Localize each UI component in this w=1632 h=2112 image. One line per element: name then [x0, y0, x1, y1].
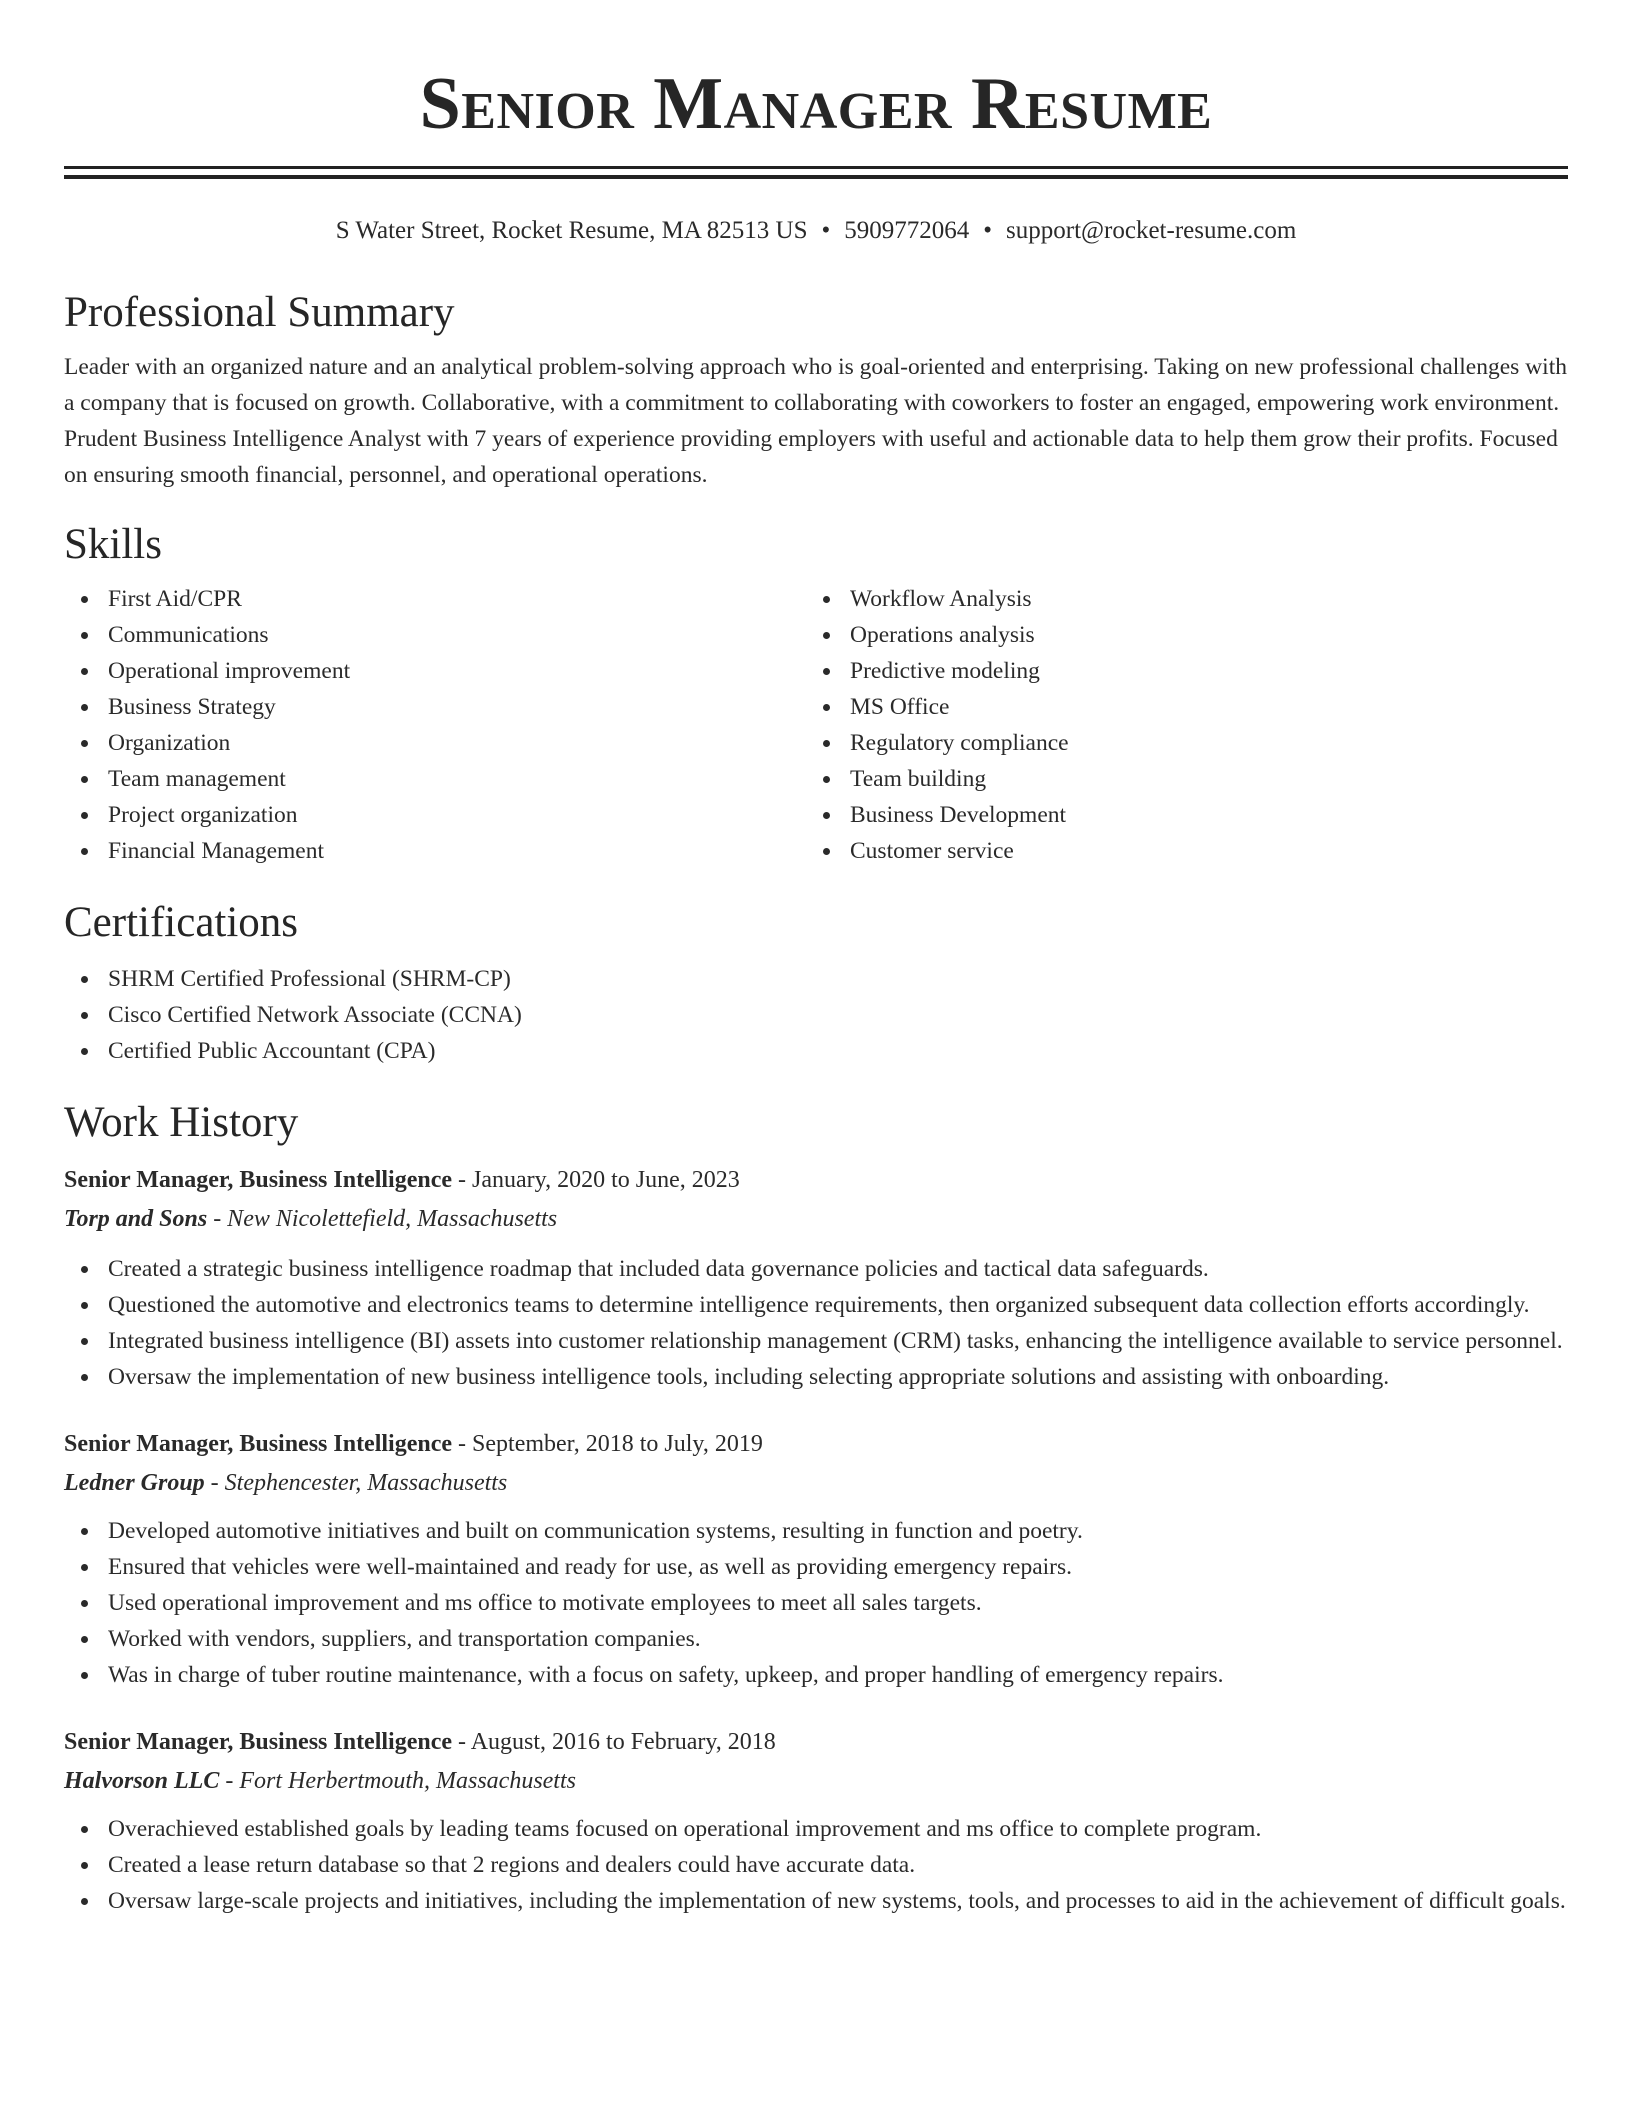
job-title-line [64, 1161, 1568, 1199]
skill-item: Business Development [806, 797, 1548, 833]
skills-list-left [64, 581, 806, 869]
skills-heading: Skills [64, 521, 162, 568]
job-entry [64, 1723, 1568, 1919]
job-bullet: Used operational improvement and ms office to motivate employees to meet all sales targets. [64, 1585, 1568, 1621]
job-entry [64, 1161, 1568, 1395]
company-location: - Stephencester, Massachusetts [204, 1470, 508, 1496]
job-bullet: Oversaw the implementation of new business intelligence tools, including selecting appropriate solutions and assisting with onboarding. [64, 1359, 1568, 1395]
skills-list-right [806, 581, 1548, 869]
job-title: Senior Manager, Business Intelligence [64, 1167, 453, 1193]
skill-item: Communications [64, 617, 806, 653]
job-bullet: Was in charge of tuber routine maintenance, with a focus on safety, upkeep, and proper handling of emergency repairs. [64, 1657, 1568, 1693]
contact-phone: 5909772064 [844, 217, 970, 244]
contact-separator: • [821, 217, 831, 244]
resume-page [64, 0, 1568, 1919]
certification-item: SHRM Certified Professional (SHRM-CP) [64, 961, 1568, 997]
skill-item: Regulatory compliance [806, 725, 1548, 761]
job-bullet: Worked with vendors, suppliers, and transportation companies. [64, 1621, 1568, 1657]
job-bullets [64, 1513, 1568, 1693]
skill-item: MS Office [806, 689, 1548, 725]
job-bullet: Questioned the automotive and electronics teams to determine intelligence requirements, then organized subsequent data collection efforts accordingly. [64, 1287, 1568, 1323]
summary-text: Leader with an organized nature and an analytical problem-solving approach who is goal-oriented and enterprising. Taking on new professional challenges with a company that is focused on growth. Collaborative, with a commitment to collaborating with coworkers to foster an engaged, empowering work environment. Prudent Business Intelligence Analyst with 7 years of experience providing employers with useful and actionable data to help them grow their profits. Focused on ensuring smooth financial, personnel, and operational operations. [64, 354, 1567, 488]
job-bullet: Integrated business intelligence (BI) assets into customer relationship management (CRM) tasks, enhancing the intelligence available to service personnel. [64, 1323, 1568, 1359]
job-dates: - August, 2016 to February, 2018 [452, 1729, 776, 1755]
contact-line [64, 215, 1568, 247]
company-location: - New Nicolettefield, Massachusetts [207, 1206, 558, 1232]
job-bullet: Oversaw large-scale projects and initiatives, including the implementation of new systems, tools, and processes to aid in the achievement of difficult goals. [64, 1883, 1568, 1919]
company-name: Torp and Sons [64, 1206, 208, 1232]
job-title: Senior Manager, Business Intelligence [64, 1431, 453, 1457]
job-bullet: Created a lease return database so that 2 regions and dealers could have accurate data. [64, 1847, 1568, 1883]
skill-item: Operations analysis [806, 617, 1548, 653]
title-divider-top [64, 166, 1568, 169]
skill-item: Customer service [806, 833, 1548, 869]
contact-address: S Water Street, Rocket Resume, MA 82513 US [335, 217, 808, 244]
job-bullet: Developed automotive initiatives and built on communication systems, resulting in function and poetry. [64, 1513, 1568, 1549]
contact-email[interactable]: support@rocket-resume.com [1006, 217, 1297, 244]
certifications-heading: Certifications [64, 899, 299, 946]
job-dates: - September, 2018 to July, 2019 [452, 1431, 763, 1457]
work-history-heading: Work History [64, 1099, 299, 1146]
company-line [64, 1761, 1568, 1801]
contact-separator: • [983, 217, 993, 244]
job-bullet: Overachieved established goals by leading teams focused on operational improvement and ms office to complete program. [64, 1811, 1568, 1847]
company-location: - Fort Herbertmouth, Massachusetts [219, 1768, 576, 1794]
company-name: Ledner Group [64, 1470, 205, 1496]
company-name: Halvorson LLC [64, 1768, 220, 1794]
skill-item: First Aid/CPR [64, 581, 806, 617]
job-title-line [64, 1723, 1568, 1761]
job-bullets [64, 1811, 1568, 1919]
resume-title: Senior Manager Resume [419, 63, 1213, 145]
title-divider-bottom [64, 175, 1568, 179]
skill-item: Organization [64, 725, 806, 761]
skill-item: Workflow Analysis [806, 581, 1548, 617]
certification-item: Cisco Certified Network Associate (CCNA) [64, 997, 1568, 1033]
skills-grid [64, 581, 1568, 869]
job-bullets [64, 1251, 1568, 1395]
skill-item: Business Strategy [64, 689, 806, 725]
company-line [64, 1463, 1568, 1503]
skill-item: Predictive modeling [806, 653, 1548, 689]
certification-item: Certified Public Accountant (CPA) [64, 1033, 1568, 1069]
job-dates: - January, 2020 to June, 2023 [452, 1167, 740, 1193]
job-title-line [64, 1425, 1568, 1463]
company-line [64, 1199, 1568, 1239]
skill-item: Operational improvement [64, 653, 806, 689]
job-bullet: Created a strategic business intelligence roadmap that included data governance policies and tactical data safeguards. [64, 1251, 1568, 1287]
skill-item: Team building [806, 761, 1548, 797]
job-title: Senior Manager, Business Intelligence [64, 1729, 453, 1755]
summary-heading: Professional Summary [64, 289, 455, 336]
certifications-list [64, 961, 1568, 1069]
skill-item: Project organization [64, 797, 806, 833]
job-entry [64, 1425, 1568, 1693]
skill-item: Financial Management [64, 833, 806, 869]
skill-item: Team management [64, 761, 806, 797]
job-bullet: Ensured that vehicles were well-maintained and ready for use, as well as providing emergency repairs. [64, 1549, 1568, 1585]
